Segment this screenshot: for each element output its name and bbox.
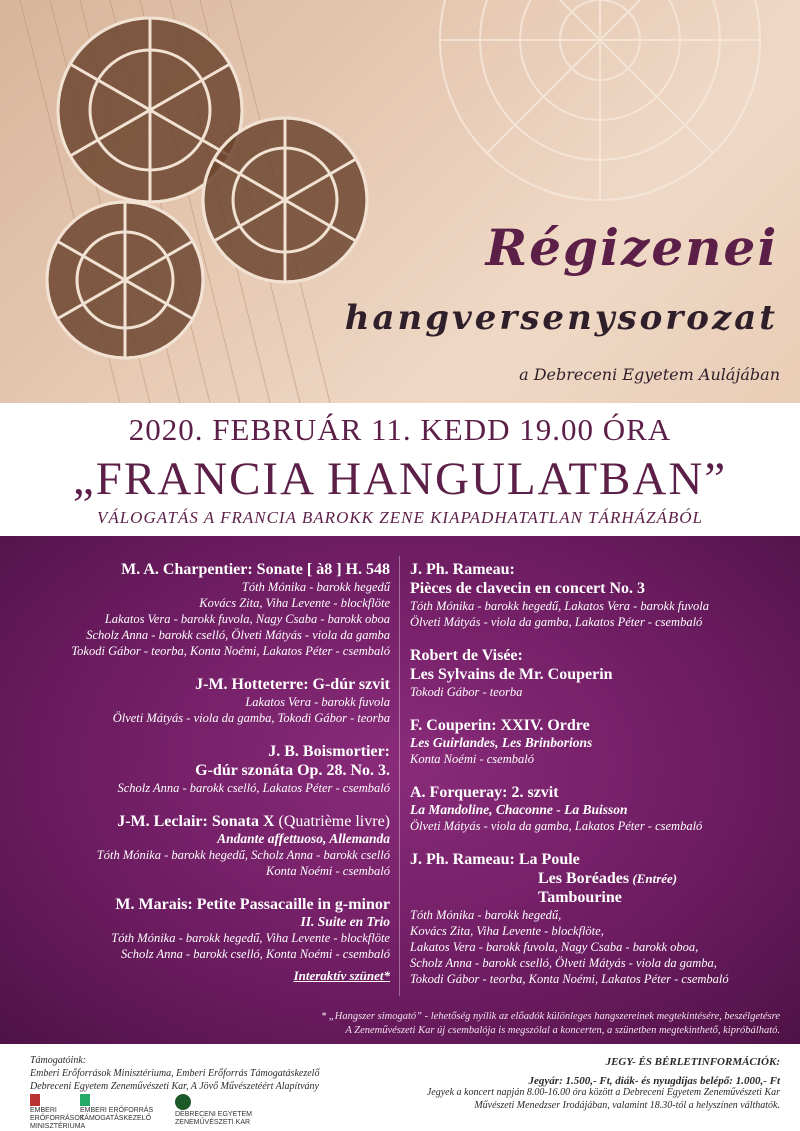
sponsor-logos — [30, 1094, 330, 1130]
piece-title: Robert de Visée: — [410, 647, 523, 664]
piece-title: F. Couperin: XXIV. Ordre — [410, 717, 590, 734]
program-panel — [0, 536, 800, 1044]
performer-line: Tóth Mónika - barokk hegedű — [241, 580, 390, 594]
performer-line: Tóth Mónika - barokk hegedű, — [410, 908, 562, 922]
performer-line: Scholz Anna - barokk cselló, Konta Noémi - csembaló — [120, 947, 390, 961]
crest-icon — [80, 1094, 90, 1106]
header-area — [0, 0, 800, 403]
footnote — [180, 1010, 780, 1038]
performer-line: Kovács Zita, Viha Levente - blockflöte, — [410, 924, 604, 938]
piece-title-line3: Tambourine — [538, 889, 622, 906]
movements: II. Suite en Trio — [300, 914, 390, 929]
performer-line: Tokodi Gábor - teorba, Konta Noémi, Lakatos Péter - csembaló — [410, 972, 729, 986]
program-item — [410, 716, 790, 767]
piece-title-line2: G-dúr szonáta Op. 28. No. 3. — [195, 762, 390, 779]
piece-title-main: J-M. Leclair: Sonata X — [117, 813, 275, 830]
performer-line: Konta Noémi - csembaló — [266, 864, 390, 878]
logo-text: EMBERI ERŐFORRÁS TÁMOGATÁSKEZELŐ — [80, 1107, 154, 1122]
performer-line: Ölveti Mátyás - viola da gamba, Lakatos Péter - csembaló — [410, 615, 703, 629]
logo-text: DEBRECENI EGYETEM ZENEMŰVÉSZETI KAR — [175, 1111, 253, 1126]
program-item — [410, 783, 790, 834]
program-right-column — [410, 560, 790, 1003]
column-divider — [399, 556, 400, 996]
footer — [0, 1044, 800, 1131]
support-office-logo — [80, 1094, 165, 1123]
performer-line: Konta Noémi - csembaló — [410, 752, 534, 766]
performer-line: Lakatos Vera - barokk fuvola — [245, 695, 390, 709]
crest-icon — [30, 1094, 40, 1106]
program-item — [20, 895, 390, 984]
movements: La Mandoline, Chaconne - La Buisson — [410, 802, 628, 817]
decorative-background — [0, 0, 800, 403]
performer-line: Tóth Mónika - barokk hegedű, Lakatos Vera - barokk fuvola — [410, 599, 710, 613]
performer-line: Ölveti Mátyás - viola da gamba, Lakatos Péter - csembaló — [410, 819, 703, 833]
event-date: 2020. FEBRUÁR 11. KEDD 19.00 ÓRA — [128, 412, 672, 447]
sponsor-line: Emberi Erőforrások Minisztériuma, Emberi Erőforrás Támogatáskezelő — [30, 1068, 320, 1079]
program-item — [20, 675, 390, 726]
sponsors-label: Támogatóink: — [30, 1055, 87, 1066]
intermission-label: Interaktív szünet* — [293, 968, 390, 983]
piece-title: A. Forqueray: 2. szvit — [410, 784, 559, 801]
performer-line: Tokodi Gábor - teorba — [410, 685, 523, 699]
performer-line: Lakatos Vera - barokk fuvola, Nagy Csaba - barokk oboa — [104, 612, 390, 626]
program-left-column — [20, 560, 390, 1000]
program-item — [20, 560, 390, 659]
sponsor-line: Debreceni Egyetem Zeneművészeti Kar, A Jövő Művészetéért Alapítvány — [30, 1081, 319, 1092]
performer-line: Scholz Anna - barokk cselló, Ölveti Mátyás - viola da gamba, — [410, 956, 717, 970]
logo-text: EMBERI ERŐFORRÁSOK MINISZTÉRIUMA — [30, 1107, 86, 1130]
piece-title: M. Marais: Petite Passacaille in g-minor — [115, 896, 390, 913]
ticket-prices: Jegyár: 1.500,- Ft, diák- és nyugdíjas belépő: 1.000,- Ft — [528, 1074, 780, 1087]
performer-line: Ölveti Mátyás - viola da gamba, Tokodi Gábor - teorba — [112, 711, 390, 725]
ministry-logo — [30, 1094, 86, 1131]
ticket-info-line: Jegyek a koncert napján 8.00-16.00 óra között a Debreceni Egyetem Zeneművészeti Kar — [426, 1087, 780, 1098]
ticket-info-line: Művészeti Menedzser Irodájában, valamint 18.30-tól a helyszínen válthatók. — [474, 1099, 780, 1111]
performer-line: Scholz Anna - barokk cselló, Ölveti Mátyás - viola da gamba — [86, 628, 390, 642]
program-item — [410, 646, 790, 700]
piece-title-line2 — [410, 869, 790, 888]
program-item — [410, 560, 790, 630]
piece-title-main: Les Boréades — [538, 870, 630, 887]
piece-title-extra: (Entrée) — [629, 871, 678, 886]
footnote-line: A Zeneművészeti Kar új csembalója is megszólal a koncerten, a szünetben megtekinthető, kipróbálható. — [345, 1025, 780, 1036]
ticket-heading: JEGY- ÉS BÉRLETINFORMÁCIÓK: — [605, 1056, 780, 1068]
university-logo — [175, 1094, 295, 1127]
mandala-ornament — [440, 0, 760, 200]
movements: Les Guirlandes, Les Brinborions — [410, 735, 593, 750]
performer-line: Tóth Mónika - barokk hegedű, Viha Levente - blockflöte — [111, 931, 390, 945]
performer-line: Tokodi Gábor - teorba, Konta Noémi, Lakatos Péter - csembaló — [71, 644, 390, 658]
program-item — [20, 742, 390, 796]
piece-title: J. Ph. Rameau: — [410, 561, 515, 578]
university-seal-icon — [175, 1094, 191, 1110]
piece-title: M. A. Charpentier: Sonate [ à8 ] H. 548 — [121, 561, 390, 578]
piece-title: J. Ph. Rameau: La Poule — [410, 851, 580, 868]
concert-title: „FRANCIA HANGULATBAN” — [72, 453, 728, 505]
ticket-info — [390, 1056, 780, 1112]
program-item — [410, 850, 790, 987]
series-title-line2: hangversenysorozat — [344, 298, 778, 338]
piece-title: J-M. Hotteterre: G-dúr szvit — [195, 676, 390, 693]
performer-line: Lakatos Vera - barokk fuvola, Nagy Csaba - barokk oboa, — [410, 940, 699, 954]
performer-line: Kovács Zita, Viha Levente - blockflöte — [199, 596, 390, 610]
movements: Andante affettuoso, Allemanda — [217, 831, 390, 846]
concert-subtitle: VÁLOGATÁS A FRANCIA BAROKK ZENE KIAPADHATATLAN TÁRHÁZÁBÓL — [96, 508, 704, 527]
performer-line: Scholz Anna - barokk cselló, Lakatos Péter - csembaló — [117, 781, 390, 795]
footnote-line: * „Hangszer simogató” - lehetőség nyílik az előadók különleges hangszereinek megtekintésére, beszélgetésre — [321, 1011, 780, 1022]
performer-line: Tóth Mónika - barokk hegedű, Scholz Anna - barokk cselló — [96, 848, 390, 862]
series-title: Régizenei — [485, 218, 779, 277]
venue-text: a Debreceni Egyetem Aulájában — [519, 365, 780, 384]
piece-title-line2: Les Sylvains de Mr. Couperin — [410, 666, 613, 683]
sponsors — [30, 1054, 360, 1093]
program-item — [20, 812, 390, 879]
piece-title-extra: (Quatrième livre) — [274, 813, 390, 830]
piece-title-line2: Pièces de clavecin en concert No. 3 — [410, 580, 646, 597]
piece-title — [20, 812, 390, 831]
piece-title: J. B. Boismortier: — [268, 743, 390, 760]
